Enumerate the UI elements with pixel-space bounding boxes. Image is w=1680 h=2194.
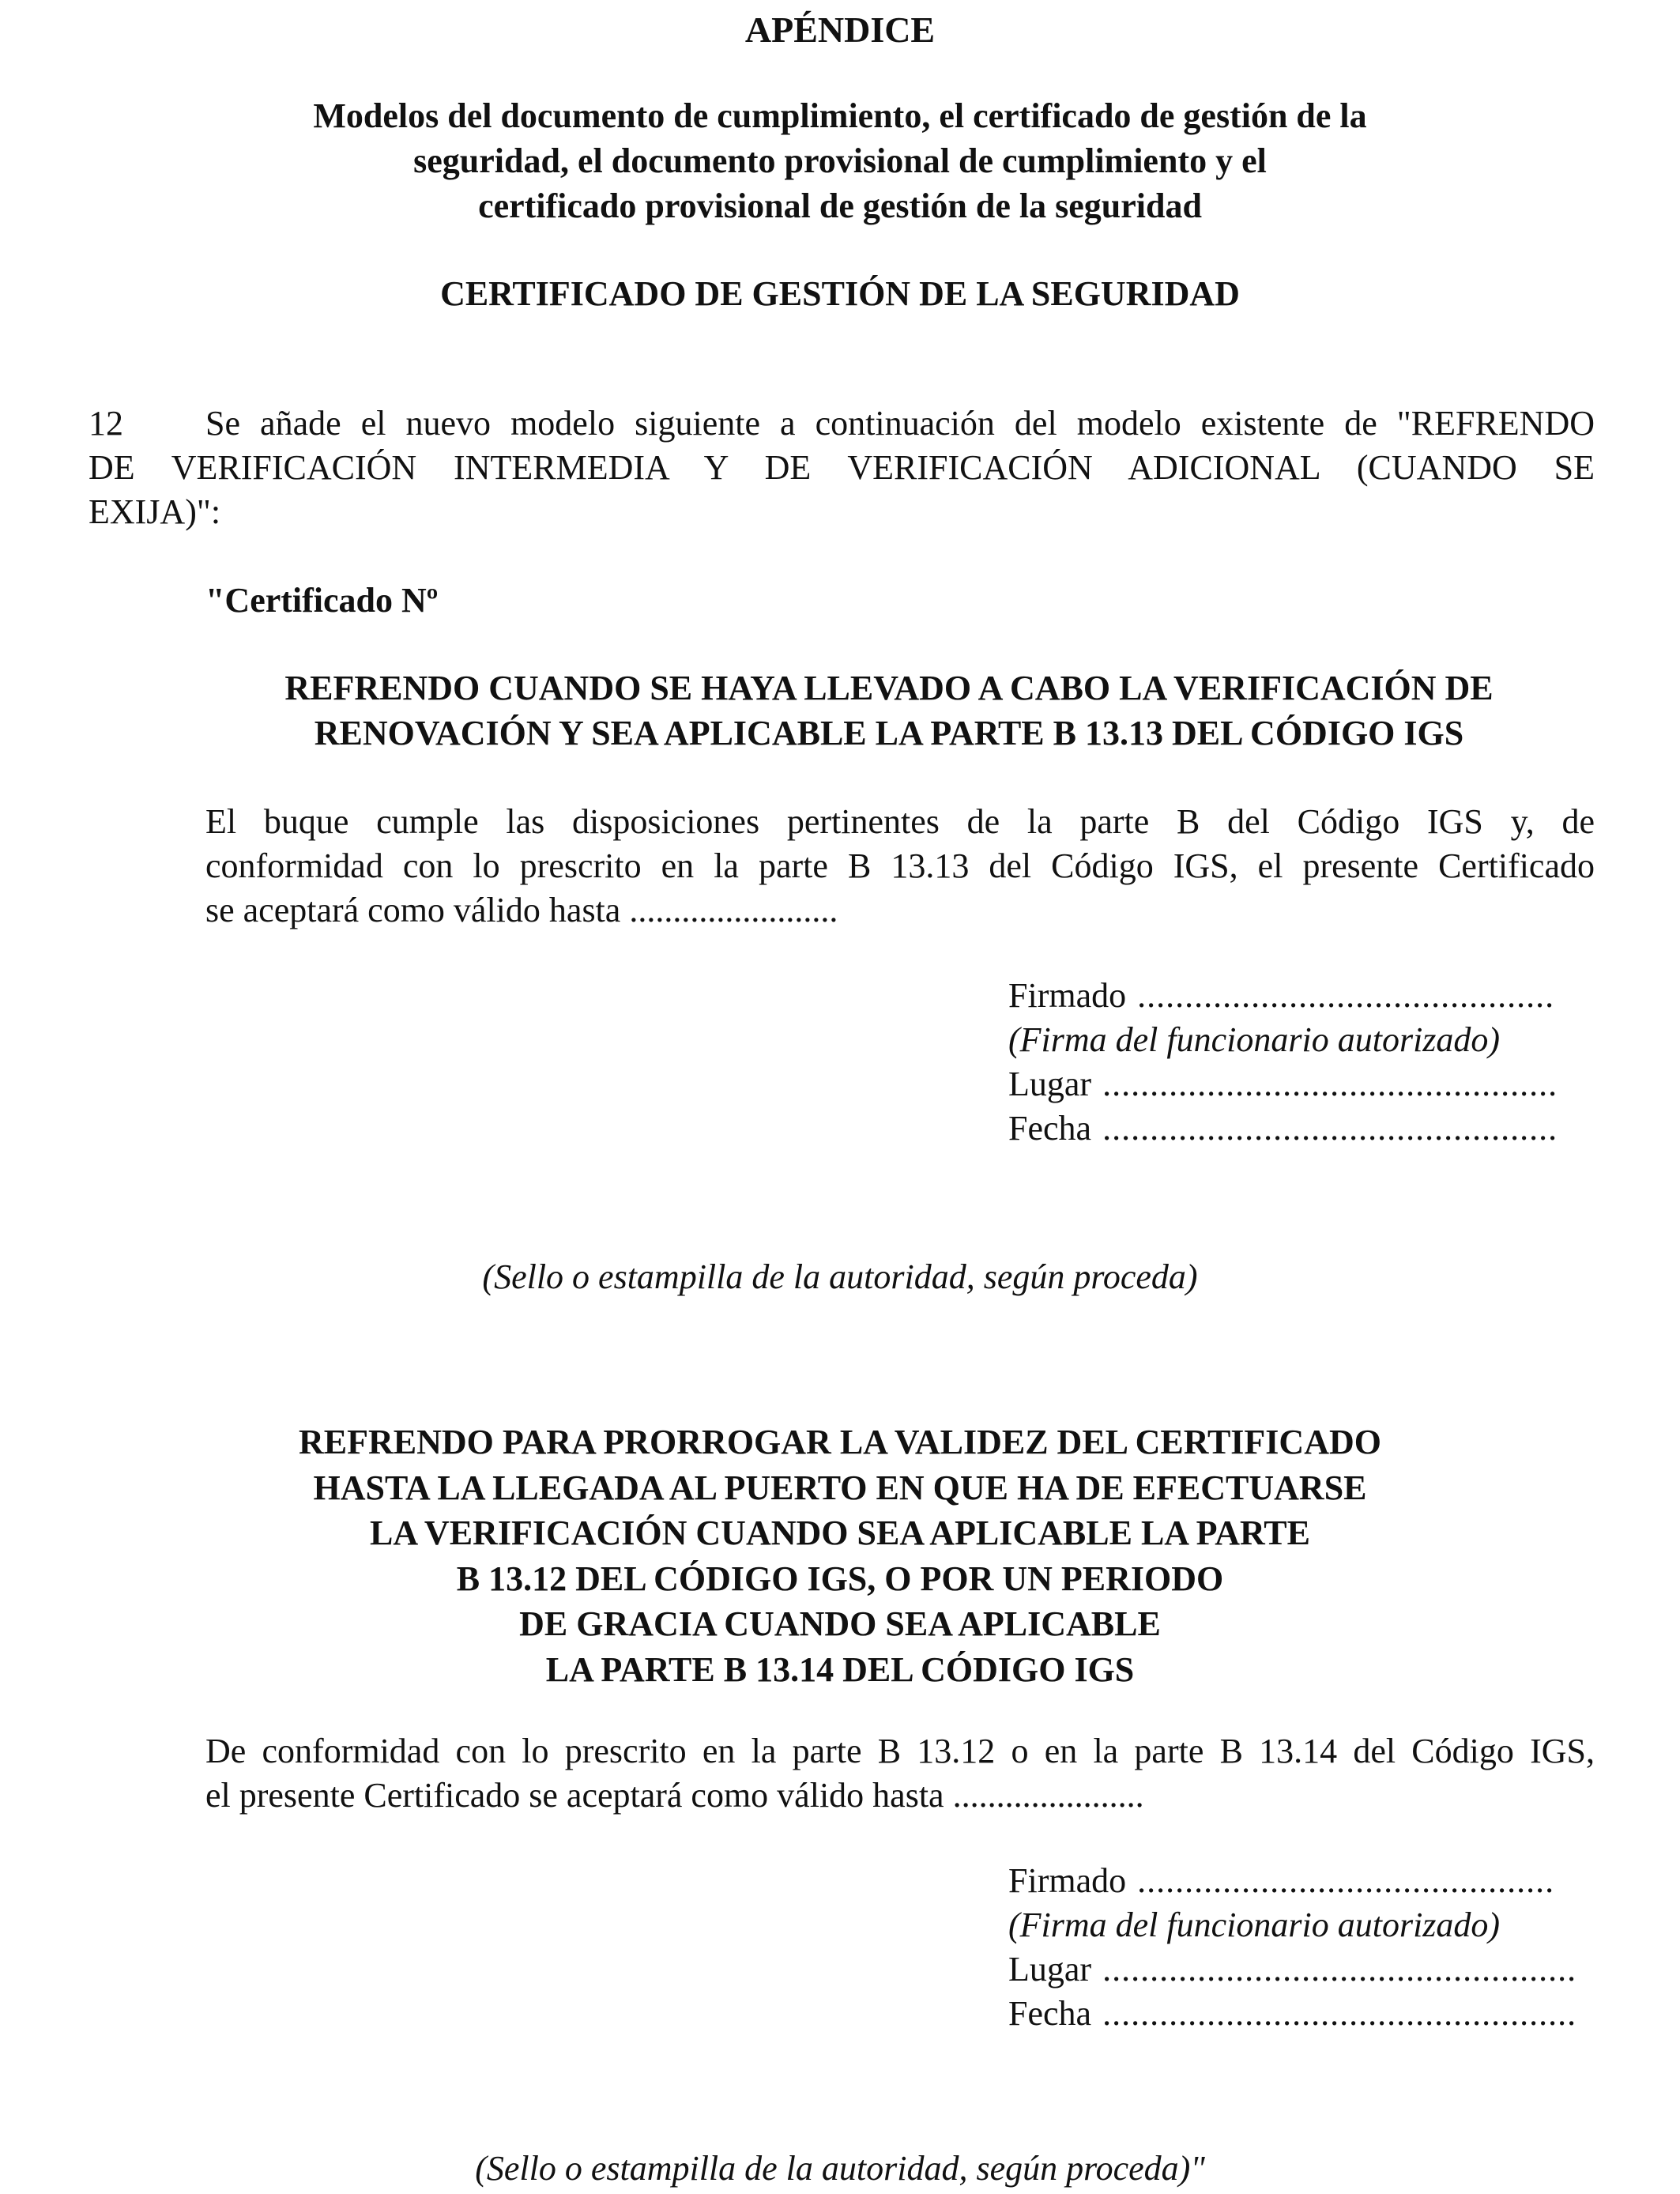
appendix-subtitle [0, 93, 1680, 228]
renewal-place-field [1008, 1062, 1577, 1106]
place-dots: ................................................ [1102, 1065, 1558, 1103]
date-label: Fecha [1008, 1109, 1092, 1148]
heading-line: RENOVACIÓN Y SEA APLICABLE LA PARTE B 13.13 DEL CÓDIGO IGS [314, 714, 1464, 752]
certificate-title: CERTIFICADO DE GESTIÓN DE LA SEGURIDAD [440, 274, 1240, 313]
subtitle-line: Modelos del documento de cumplimiento, el certificado de gestión de la [313, 96, 1367, 135]
heading-line: REFRENDO CUANDO SE HAYA LLEVADO A CABO LA VERIFICACIÓN DE [284, 669, 1494, 707]
heading-line: DE GRACIA CUANDO SEA APLICABLE [519, 1604, 1161, 1643]
amendment-line: DE VERIFICACIÓN INTERMEDIA Y DE VERIFICACIÓN ADICIONAL (CUANDO SE [89, 448, 1595, 487]
extension-body-line: De conformidad con lo prescrito en la parte B 13.12 o en la parte B 13.14 del Código IGS, [205, 1732, 1595, 1770]
extension-place-field [1008, 1947, 1577, 1992]
place-label: Lugar [1008, 1950, 1092, 1989]
signed-label: Firmado [1008, 1861, 1127, 1900]
extension-endorsement-heading [0, 1419, 1680, 1692]
heading-line: HASTA LA LLEGADA AL PUERTO EN QUE HA DE EFECTUARSE [313, 1468, 1367, 1507]
amendment-line: Se añade el nuevo modelo siguiente a continuación del modelo existente de "REFRENDO [205, 404, 1595, 443]
signed-dots: ............................................ [1137, 976, 1555, 1015]
subtitle-line: certificado provisional de gestión de la seguridad [478, 187, 1202, 225]
date-dots: .................................................. [1102, 1994, 1577, 2033]
place-dots: .................................................. [1102, 1950, 1577, 1989]
extension-signed-field [1008, 1859, 1577, 1903]
renewal-body-line: El buque cumple las disposiciones pertinentes de la parte B del Código IGS y, de [205, 802, 1595, 841]
amendment-number: 12 [89, 404, 123, 443]
signed-label: Firmado [1008, 976, 1127, 1015]
date-dots: ................................................ [1102, 1109, 1558, 1148]
extension-date-field [1008, 1992, 1577, 2036]
heading-line: LA VERIFICACIÓN CUANDO SEA APLICABLE LA PARTE [370, 1514, 1310, 1552]
renewal-endorsement-heading [182, 665, 1596, 756]
renewal-date-field [1008, 1106, 1577, 1151]
amendment-line: EXIJA)": [89, 492, 221, 531]
heading-line: LA PARTE B 13.14 DEL CÓDIGO IGS [545, 1649, 1135, 1689]
extension-seal-note: (Sello o estampilla de la autoridad, según proceda)" [475, 2149, 1205, 2188]
renewal-body-line: conformidad con lo prescrito en la parte B 13.13 del Código IGS, el presente Certificado [205, 846, 1595, 885]
date-label: Fecha [1008, 1994, 1092, 2033]
heading-line: B 13.12 DEL CÓDIGO IGS, O POR UN PERIODO [456, 1559, 1224, 1598]
heading-line: REFRENDO PARA PRORROGAR LA VALIDEZ DEL CERTIFICADO [299, 1423, 1381, 1461]
renewal-signed-field [1008, 974, 1577, 1018]
subtitle-line: seguridad, el documento provisional de cumplimiento y el [413, 141, 1267, 180]
certificate-number-label: "Certificado Nº [205, 581, 439, 620]
extension-body-line: el presente Certificado se aceptará como válido hasta ...................... [205, 1776, 1144, 1815]
renewal-seal-note: (Sello o estampilla de la autoridad, según proceda) [482, 1257, 1198, 1296]
renewal-body-line: se aceptará como válido hasta ........................ [205, 891, 838, 929]
renewal-official-note: (Firma del funcionario autorizado) [1008, 1020, 1501, 1059]
signed-dots: ............................................ [1137, 1861, 1555, 1900]
place-label: Lugar [1008, 1065, 1092, 1103]
extension-official-note: (Firma del funcionario autorizado) [1008, 1906, 1501, 1944]
appendix-title: APÉNDICE [744, 9, 936, 50]
